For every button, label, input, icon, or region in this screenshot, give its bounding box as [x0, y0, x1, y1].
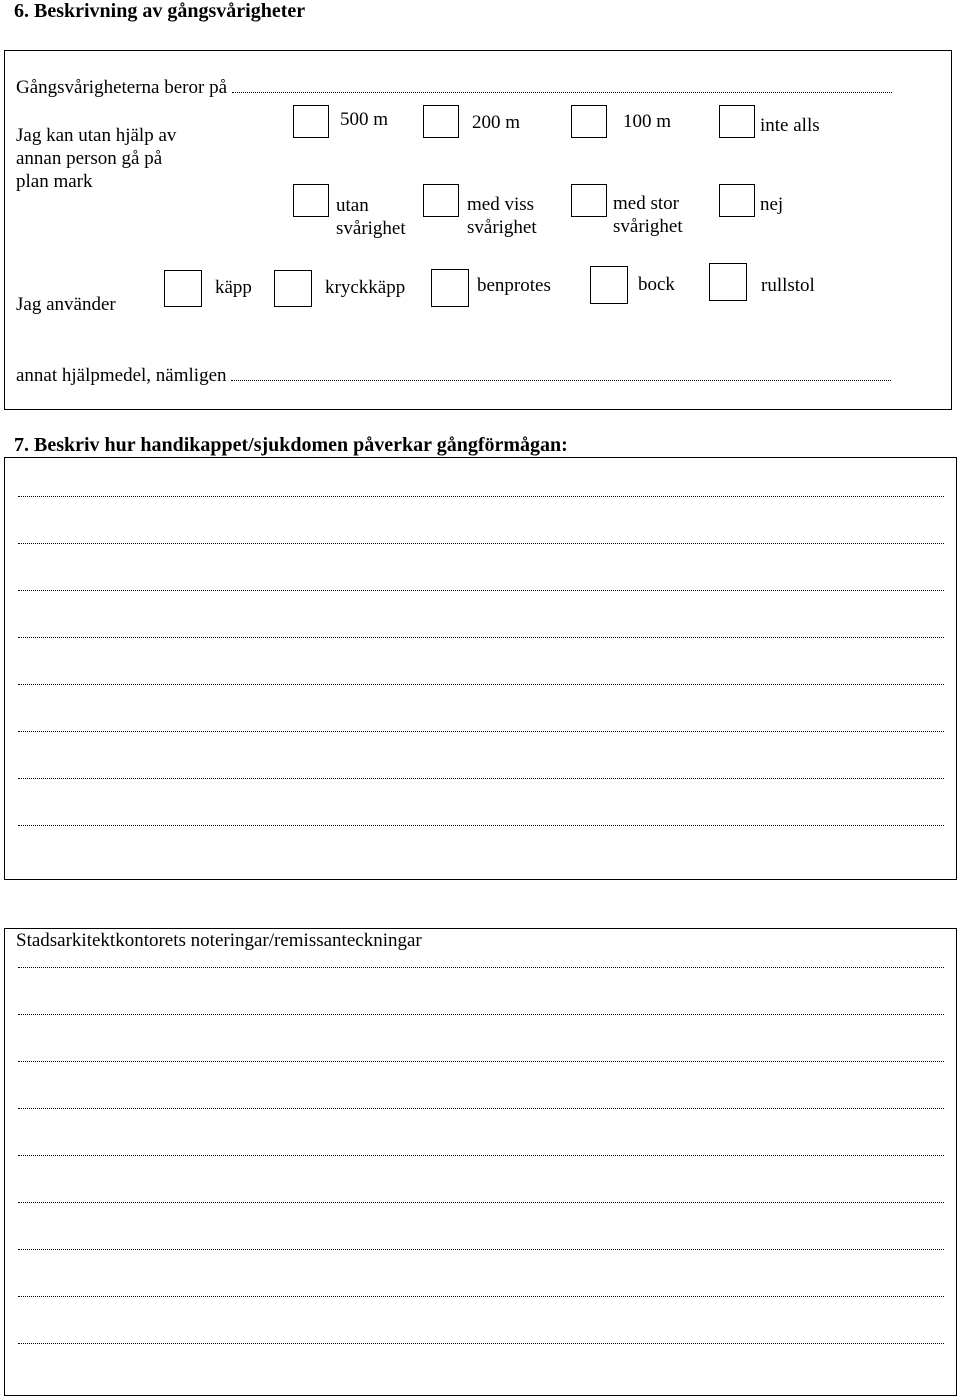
checkbox-500m[interactable] — [293, 105, 329, 138]
checkbox-med-viss-svarighet[interactable] — [423, 184, 459, 217]
notes-heading: Stadsarkitektkontorets noteringar/remissanteckningar — [16, 930, 422, 951]
label-500m: 500 m — [340, 109, 389, 130]
label-benprotes: benprotes — [477, 275, 551, 296]
walk-line-2: annan person gå på — [16, 148, 163, 169]
checkbox-kryckkapp[interactable] — [274, 270, 312, 307]
notes-fill-line[interactable] — [18, 967, 944, 968]
walk-line-3: plan mark — [16, 171, 93, 192]
label-100m: 100 m — [623, 111, 672, 132]
section-7-panel — [4, 457, 957, 880]
section-6-heading: 6. Beskrivning av gångsvårigheter — [14, 0, 306, 22]
walk-question — [16, 124, 176, 193]
section-7-fill-line[interactable] — [18, 731, 944, 732]
checkbox-med-stor-svarighet[interactable] — [571, 184, 607, 217]
section-7-fill-line[interactable] — [18, 496, 944, 497]
notes-fill-line[interactable] — [18, 1155, 944, 1156]
walk-line-1: Jag kan utan hjälp av — [16, 125, 177, 146]
label-utan-svarighet — [336, 194, 406, 240]
label-kryckkapp: kryckkäpp — [325, 277, 406, 298]
label-med-stor-line-1: med stor — [613, 193, 679, 214]
label-med-viss-line-1: med viss — [467, 194, 535, 215]
checkbox-bock[interactable] — [590, 266, 628, 304]
notes-fill-line[interactable] — [18, 1249, 944, 1250]
notes-fill-line[interactable] — [18, 1014, 944, 1015]
notes-fill-line[interactable] — [18, 1343, 944, 1344]
cause-fill-line[interactable] — [232, 92, 892, 93]
checkbox-nej[interactable] — [719, 184, 755, 217]
cause-label: Gångsvårigheterna beror på — [16, 77, 228, 98]
other-aid-row — [16, 364, 891, 387]
other-aid-fill-line[interactable] — [231, 380, 891, 381]
checkbox-kapp[interactable] — [164, 270, 202, 307]
label-med-viss-line-2: svårighet — [467, 217, 537, 238]
checkbox-200m[interactable] — [423, 105, 459, 138]
section-7-heading: 7. Beskriv hur handikappet/sjukdomen påverkar gångförmågan: — [14, 434, 568, 456]
checkbox-100m[interactable] — [571, 105, 607, 138]
label-rullstol: rullstol — [761, 275, 815, 296]
notes-fill-line[interactable] — [18, 1296, 944, 1297]
notes-fill-line[interactable] — [18, 1202, 944, 1203]
label-med-stor-line-2: svårighet — [613, 216, 683, 237]
label-utan-line-1: utan — [336, 195, 369, 216]
label-med-viss-svarighet — [467, 193, 537, 239]
section-7-fill-line[interactable] — [18, 590, 944, 591]
notes-fill-line[interactable] — [18, 1108, 944, 1109]
label-kapp: käpp — [215, 277, 252, 298]
cause-row — [16, 76, 892, 99]
label-200m: 200 m — [472, 112, 521, 133]
section-7-fill-line[interactable] — [18, 684, 944, 685]
notes-panel — [4, 928, 957, 1396]
notes-fill-line[interactable] — [18, 1061, 944, 1062]
section-7-fill-line[interactable] — [18, 543, 944, 544]
other-aid-label: annat hjälpmedel, nämligen — [16, 365, 227, 386]
checkbox-utan-svarighet[interactable] — [293, 184, 329, 217]
aids-label: Jag använder — [16, 294, 116, 315]
label-inte-alls: inte alls — [760, 115, 820, 136]
label-bock: bock — [638, 274, 675, 295]
section-7-fill-line[interactable] — [18, 637, 944, 638]
label-utan-line-2: svårighet — [336, 218, 406, 239]
checkbox-rullstol[interactable] — [709, 263, 747, 301]
checkbox-benprotes[interactable] — [431, 269, 469, 307]
label-med-stor-svarighet — [613, 192, 683, 238]
checkbox-inte-alls[interactable] — [719, 105, 755, 138]
section-7-fill-line[interactable] — [18, 825, 944, 826]
section-7-fill-line[interactable] — [18, 778, 944, 779]
label-nej: nej — [760, 194, 784, 215]
